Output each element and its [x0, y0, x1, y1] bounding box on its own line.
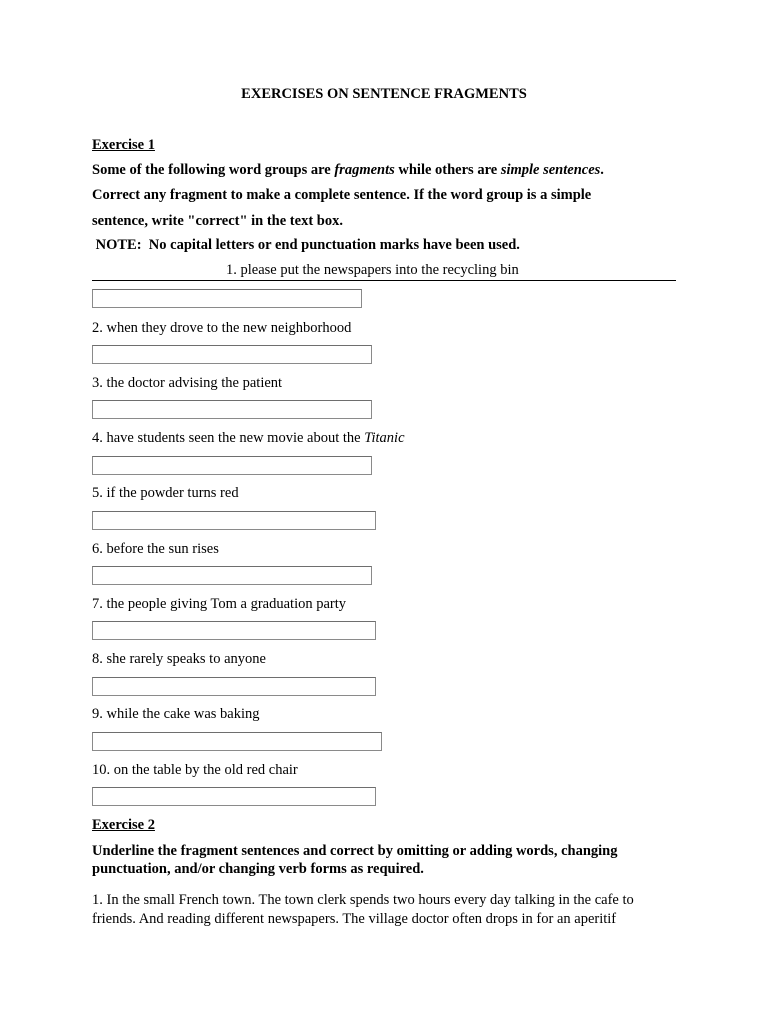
- exercise-1-note: NOTE: No capital letters or end punctuation marks have been used.: [92, 237, 520, 253]
- instruction-emphasis-fragments: fragments: [334, 162, 395, 178]
- item-text: 4. have students seen the new movie about the: [92, 430, 365, 446]
- answer-box-2[interactable]: [92, 345, 372, 364]
- exercise-2-paragraph-line-1: 1. In the small French town. The town clerk spends two hours every day talking in the cafe to: [92, 892, 634, 908]
- exercise-2-instruction-line-1: Underline the fragment sentences and correct by omitting or adding words, changing: [92, 843, 618, 859]
- answer-box-3[interactable]: [92, 400, 372, 419]
- instruction-emphasis-simple-sentences: simple sentences: [500, 162, 601, 178]
- answer-box-5[interactable]: [92, 511, 376, 530]
- exercise-1-item-3: 3. the doctor advising the patient: [92, 375, 283, 391]
- exercise-1-instruction-line-1: [92, 162, 604, 179]
- instruction-text: .: [600, 162, 604, 178]
- answer-box-4[interactable]: [92, 456, 372, 475]
- answer-box-6[interactable]: [92, 566, 372, 585]
- exercise-1-instruction-line-3: sentence, write "correct" in the text box.: [92, 213, 343, 229]
- exercise-1-item-5: 5. if the powder turns red: [92, 485, 239, 501]
- page-title: EXERCISES ON SENTENCE FRAGMENTS: [241, 86, 527, 102]
- exercise-1-item-4: [92, 430, 405, 447]
- instruction-text: Some of the following word groups are: [92, 162, 335, 178]
- exercise-1-item-9: 9. while the cake was baking: [92, 706, 260, 722]
- exercise-2-instruction-line-2: punctuation, and/or changing verb forms as required.: [92, 861, 424, 877]
- exercise-1-heading: Exercise 1: [92, 137, 155, 153]
- exercise-1-instruction-line-2: Correct any fragment to make a complete sentence. If the word group is a simple: [92, 187, 592, 203]
- exercise-2-heading: Exercise 2: [92, 817, 155, 833]
- answer-box-8[interactable]: [92, 677, 376, 696]
- instruction-text: while others are: [394, 162, 501, 178]
- answer-box-10[interactable]: [92, 787, 376, 806]
- answer-box-7[interactable]: [92, 621, 376, 640]
- exercise-1-item-1: 1. please put the newspapers into the recycling bin: [226, 262, 519, 278]
- exercise-1-item-2: 2. when they drove to the new neighborhood: [92, 320, 352, 336]
- divider-line: [92, 280, 676, 281]
- answer-box-9[interactable]: [92, 732, 382, 751]
- exercise-1-item-7: 7. the people giving Tom a graduation party: [92, 596, 347, 612]
- item-emphasis: Titanic: [364, 430, 405, 446]
- exercise-1-item-10: 10. on the table by the old red chair: [92, 762, 298, 778]
- exercise-1-item-6: 6. before the sun rises: [92, 541, 219, 557]
- exercise-2-paragraph-line-2: friends. And reading different newspapers. The village doctor often drops in for an aperitif: [92, 911, 617, 927]
- answer-box-1[interactable]: [92, 289, 362, 308]
- exercise-1-item-8: 8. she rarely speaks to anyone: [92, 651, 266, 667]
